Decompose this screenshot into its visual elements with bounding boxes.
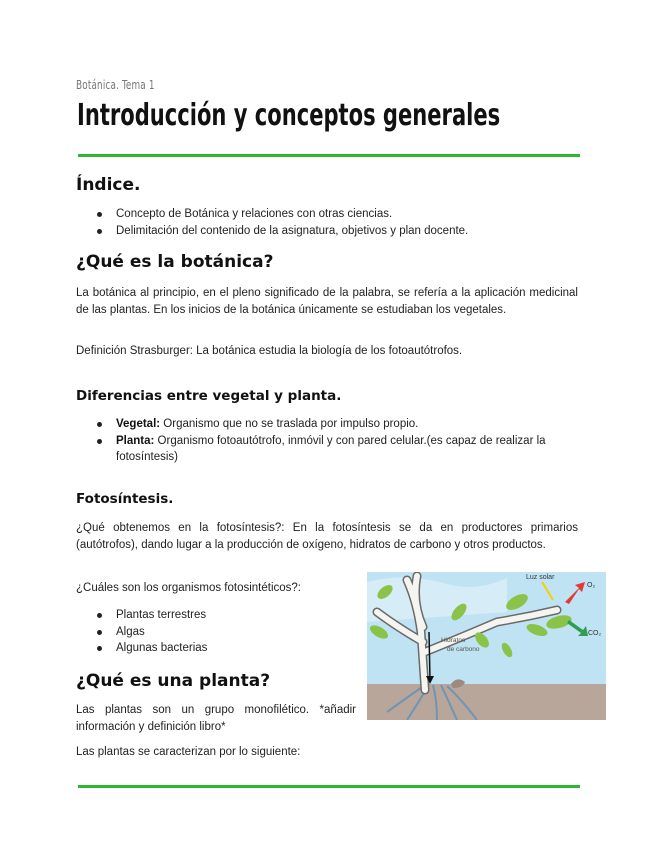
page-title: Introducción y conceptos generales	[77, 98, 501, 133]
section-heading-planta: ¿Qué es una planta?	[76, 671, 271, 691]
section-heading-botanica: ¿Qué es la botánica?	[76, 252, 274, 272]
section-heading-indice: Índice.	[76, 175, 141, 195]
list-item: Algunas bacterias	[76, 640, 346, 657]
definition-vegetal: Organismo que no se traslada por impulso propio.	[160, 418, 419, 430]
list-item: Concepto de Botánica y relaciones con otras ciencias.	[76, 206, 578, 223]
top-divider	[78, 154, 580, 157]
botanica-paragraph: La botánica al principio, en el pleno significado de la palabra, se refería a la aplicación medicinal de las plantas. En los inicios de la botánica únicamente se estudiaban los vegetales.	[76, 287, 578, 316]
strasburger-definition: Definición Strasburger: La botánica estudia la biología de los fotoautótrofos.	[76, 345, 463, 357]
diferencias-list	[76, 416, 578, 466]
sap-arrow	[429, 632, 430, 680]
list-item-planta	[76, 433, 578, 466]
co2-label: CO₂	[588, 630, 602, 637]
carbohydrate-label-line2: de carbono	[447, 646, 480, 653]
planta-paragraph: Las plantas son un grupo monofilético. *añadir información y definición libro*	[76, 704, 356, 733]
section-heading-diferencias: Diferencias entre vegetal y planta.	[76, 388, 342, 404]
term-planta: Planta:	[116, 434, 155, 447]
list-item: Delimitación del contenido de la asignatura, objetivos y plan docente.	[76, 223, 578, 240]
sunlight-label: Luz solar	[526, 574, 555, 581]
section-heading-fotosintesis: Fotosíntesis.	[76, 491, 174, 507]
list-item: Algas	[76, 624, 346, 641]
organismos-list	[76, 607, 346, 657]
fotosintesis-paragraph: ¿Qué obtenemos en la fotosíntesis?: En la fotosíntesis se da en productores primarios (autótrofos), dando lugar a la producción de oxígeno, hidratos de carbono y otros productos.	[76, 522, 578, 551]
indice-list	[76, 206, 578, 239]
fotosintesis-question: ¿Cuáles son los organismos fotosintéticos?:	[76, 582, 301, 594]
planta-characteristics-intro: Las plantas se caracterizan por lo siguiente:	[76, 746, 301, 758]
list-item-vegetal	[76, 416, 578, 433]
definition-planta: Organismo fotoautótrofo, inmóvil y con pared celular.(es capaz de realizar la fotosíntesis)	[116, 434, 546, 463]
soil	[367, 684, 606, 720]
o2-label: O₂	[587, 582, 596, 589]
bottom-divider	[78, 785, 580, 788]
list-item: Plantas terrestres	[76, 607, 346, 624]
term-vegetal: Vegetal:	[116, 418, 161, 430]
carbohydrate-label-line1: Hidratos	[441, 637, 466, 644]
subject-label: Botánica. Tema 1	[76, 78, 155, 92]
photosynthesis-illustration	[367, 572, 606, 720]
